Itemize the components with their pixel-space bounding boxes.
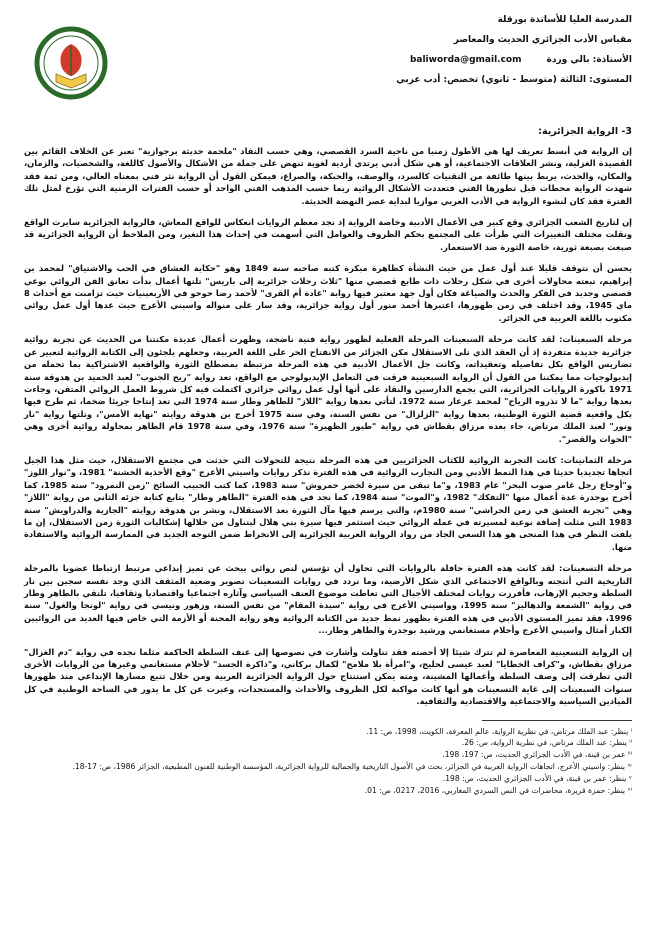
footnote-item: ⁱⁱ ينظر: عبد الملك مرتاض، في نظرية الرواية، ص: 26. <box>461 738 632 748</box>
course-name: مقياس الأدب الجزائري الحديث والمعاصر <box>453 35 632 45</box>
footnote-item: ᵛⁱ ينظر: حمزة قريرة، محاضرات في النص السردي المغاربي، 2016، 0217، ص: 01. <box>364 785 632 795</box>
level-line: المستوى: الثالثة (متوسط - ثانوي) تخصص: أدب عربي <box>396 75 632 85</box>
footnote-item: ⁱ ينظر: عبد الملك مرتاض، في نظرية الرواية، عالم المعرفة، الكويت، 1998، ص: 11. <box>366 726 632 736</box>
document-header <box>24 14 632 122</box>
footnote-item: ⁱᵛ ينظر: واسيني الأعرج، اتجاهات الرواية العربية في الجزائر، بحث في الأصول التاريخية والجمالية للرواية الجزائرية، المؤسسة الوطنية للفنون المطبعية، الجزائر 1986، ص: 17-18. <box>72 762 632 772</box>
footnotes <box>24 727 632 797</box>
paragraph: مرحلة الثمانينات: كانت التجربة الروائية للكتاب الجزائريين في هذه المرحلة نتيجة للتحولات التي حدثت في مجتمع الاستقلال، حيث مثل هذا الجيل اتجاها تجديديا حديثا في هذا النمط الأدبي ومن التجارب الروائية في هذه الفترة نذكر روايات واسيني الأعرج "وقع الأحذية الخشنة" 1981، و"نوار اللوز" و"أوجاع رجل غامر صوب البحر" عام 1983، و"ما تبقى من سيرة لخضر حمروش" سنة 1983، كما كتب الحبيب السائح "زمن النمرود" سنة 1985، كما أخرج بوجدرة عدة أعمال منها "التفكك" 1982، و"الموت" سنة 1984، كما نجد في هذه الفترة "الطاهر وطار" يتابع كتابة جزئه الثاني من رواية "اللاز" وهي "تجربة العشق في زمن الحراشي" سنة 1980م، والتي يرسم فيها مآل الثورة بعد الاستقلال، ونشر بن هدوقة روايته "الجازية والدراويش" سنة 1983 التي مثلت إضافة نوعية لمسيرته في عمله الروائي حيث استثمر فيها سيرة بني هلال ليتناول من خلالها إشكاليات الثورة زمن الاستقلال، إن ما يلفت النظر في هذا المنحى هو هذا السعي الجاد من رواد الرواية العربية الجزائرية إلى الانخراط ضمن التوجه الجديد في الممارسة الروائية والاستفادة منها. <box>24 454 633 552</box>
paragraph: يحسن أن نتوقف قليلا عند أول عمل من حيث النشأة كظاهرة مبكرة كتبه صاحبه سنة 1849 وهو "حكاية العشاق في الحب والاشتياق" لمحمد بن إبراهيم، تبعته محاولات أخرى في شكل رحلات ذات طابع قصصي منها "ثلاث رحلات جزائرية إلى باريس" تلتها أعمال بدأت تعانق الفن الروائي بوعي قصصي وجديد في الفكر والحدث والصياغة فكان أول جهد معتبر فيها رواية "غادة أم القرى" لأحمد رضا حوحو في الأربعينيات حيث تزامنت مع أحداث 8 ماي 1945، وقد اختلف في زمن ظهورها، اعتبرها أحمد منور أول رواية جزائرية، وقد سار على منواله واسيني الأعرج حيث عدها أول عمل روائي مكتوب باللغة العربية في الجزائر. <box>24 263 633 323</box>
institution-name: المدرسة العليا للأساتذة بورقلة <box>497 15 632 25</box>
school-logo <box>34 26 108 100</box>
paragraph: مرحلة السبعينات: لقد كانت مرحلة السبعينات المرحلة الفعلية لظهور رواية فنية ناضجة، وظهرت أعمال عديدة مكنتنا من الحديث عن تجربة روائية جزائرية جديدة متفردة إذ أن العقد الذي تلى الاستقلال مكن الجزائر من الانفتاح الحر على اللغة العربية، وجعلهم يلجئون إلى الكتابة الروائية لتعبير عن تضاريس الواقع بكل تفاصيله وتعقيداته، وكانت جل الأعمال الأدبية في هذه المرحلة مرتبطة بمصطلح الثورة والواقعية الاشتراكية بما تحمله من إيديولوجيات مما يمكننا من القول أن الرواية السبعينية فرقت في التعامل الإيديولوجي مع الواقع، تعد رواية "ريح الجنوب" لعبد الحميد بن هدوقة سنة 1971 باكورة الروايات الجزائرية، التي يجمع الدارسين والنقاد على أنها أول عمل روائي جزائري اكتملت فيه كل شروط العمل الروائي المتقن، وجاءت بعدها رواية "ما لا تذروه الرياح" لمحمد عرعار سنة 1972، لتأتي بعدها رواية "اللاز" للطاهر وطار سنة 1974 التي تعد إنتاجا جريئا ضخما، ثم طرح فيها بكل واقعية قضية الثورة الوطنية، بعدها رواية "الزلزال" من نفس السنة، وفي سنة 1975 أخرج بن هدوقة روايته "نهاية الأمس"، وتلتها رواية "نار ونور" لعبد الملك مرتاض، جاء بعده مرزاق بقطاش في رواية "طيور الظهيرة" سنة 1976، وفي سنة 1978 قام الطاهر بمحاولة روائية أخرى وهي "الحوات والقصر". <box>24 334 632 444</box>
teacher-line <box>192 54 632 67</box>
footnote-item: ⁱⁱⁱ عمر بن قينة، في الأدب الجزائري الحديث، ص: 197، 198. <box>442 750 632 760</box>
paragraph: إن الرواية في أبسط تعريف لها هي الأطول زمنيا من ناحية السرد القصصي، وهي حسب النقاد "ملحمة حديثة برجوازية" تعبر عن الخلاف القائم بين القصيدة الغزلية، ونشر العلاقات الاجتماعية، أو هي شكل أدبي يرتدي أردية لغوية تنهض على جملة من الأشكال والأصول كاللغة، والشخصيات، والزمان، والمكان، والحدث، يربط بينها طائفة من التقنيات كالسرد، والوصف، والحبكة، والصراع، فيمكن القول أن الرواية نثر فني بمعناه العالي، ومن ثمة فقد شهدت الرواية محطات قبل تطورها الفني فتعددت الأشكال الروائية ربما حسب المذهب الفني الواحد أو حسب الفترات الزمنية التي تؤرخ لمثل تلك الفترة فقد كان لنشوء الرواية في الأدب العربي موازيا لبداية عصر النهضة الحديثة. <box>24 146 632 206</box>
paragraph: إن لتاريخ الشعب الجزائري وقع كبير في الأعمال الأدبية وخاصة الرواية إذ نجد معظم الروايات انعكاس للواقع المعاش، فالرواية الجزائرية سايرت الواقع ونقلت مختلف التغييرات التي طرأت على المجتمع بحكم الظروف والعوامل التي أسهمت في إحداث هذا التغير، ومن الملاحظ أن الرواية الجزائرية قد صبغت بصبغة ثورية، خاصة الثورة ضد الاستعمار. <box>24 217 632 252</box>
teacher-name: الأستاذة: بالي وردة <box>546 55 632 65</box>
paragraph: مرحلة التسعينات: لقد كانت هذه الفترة حافلة بالروايات التي تحاول أن تؤسس لنص روائي يبحث عن تميز إبداعي مرتبط ارتباطا عضويا بالمرحلة التاريخية التي أنتجته وبالواقع الاجتماعي الذي شكل الأرضية، وما تردد في روايات التسعينات تصوير وضعية المثقف الذي وجد نفسه سجين بين نار السلطة وجحيم الإرهاب، فأفرزت روايات لمختلف الأجيال التي تعاطت موضوع العنف السياسي وآثاره اجتماعيا واقتصاديا وثقافيا، تلتقي بالطاهر وطار في رواية "الشمعة والدهاليز" سنة 1995، وواسيني الأعرج في رواية "سيدة المقام" من نفس السنة، وزهور ونيسي في رواية "لونجا والغول" سنة 1996، فقد تميز المستوى الأدبي في هذه الفترة بظهور نمط جديد من الكتابة الروائية وهو رواية المحنة أو الأزمة التي خاض فيها العديد من الروائيين الكبار أمثال واسيني الأعرج وأحلام مستغانمي ورشيد بوجدرة والطاهر وطار... <box>24 563 632 636</box>
teacher-email[interactable]: baliworda@gmail.com <box>409 55 522 65</box>
paragraph: إن الرواية التسعينية المعاصرة لم تترك شيئا إلا أحصته فقد تناولت وأشارت في نصوصها إلى عنف السلطة الحاكمة مثلما نجده في رواية "دم الغزال" مرزاق بقطاش، و"كراف الخطايا" لعبد عيسى لحليح، و"امرأة بلا ملامح" لكمال بركاني، و"ذاكرة الجسد" لأحلام مستغانمي وغيرها من الروايات الأخرى التي تطرقت إلى وصف السلطة وأعمالها المشينة، ومنه يمكن استنتاج حول الرواية الجزائرية العربية ومن خلال تتبع مسارها الإبداعي منذ ظهورها سنوات السبعينات إلى غاية التسعينات هو أنها كانت مواكبة لكل الظروف والأحداث والمستجدات، وعبرت عن كل ما يدور في الساحة الوطنية في كل الميادين السياسية والاجتماعية والاقتصادية والثقافية. <box>24 646 632 707</box>
header-lines <box>192 14 632 94</box>
section-title: 3- الرواية الجزائرية: <box>538 126 632 137</box>
footnote-item: ᵛ ينظر: عمر بن قينة، في الأدب الجزائري الحديث، ص: 198. <box>442 773 632 783</box>
footnote-separator <box>482 720 632 721</box>
